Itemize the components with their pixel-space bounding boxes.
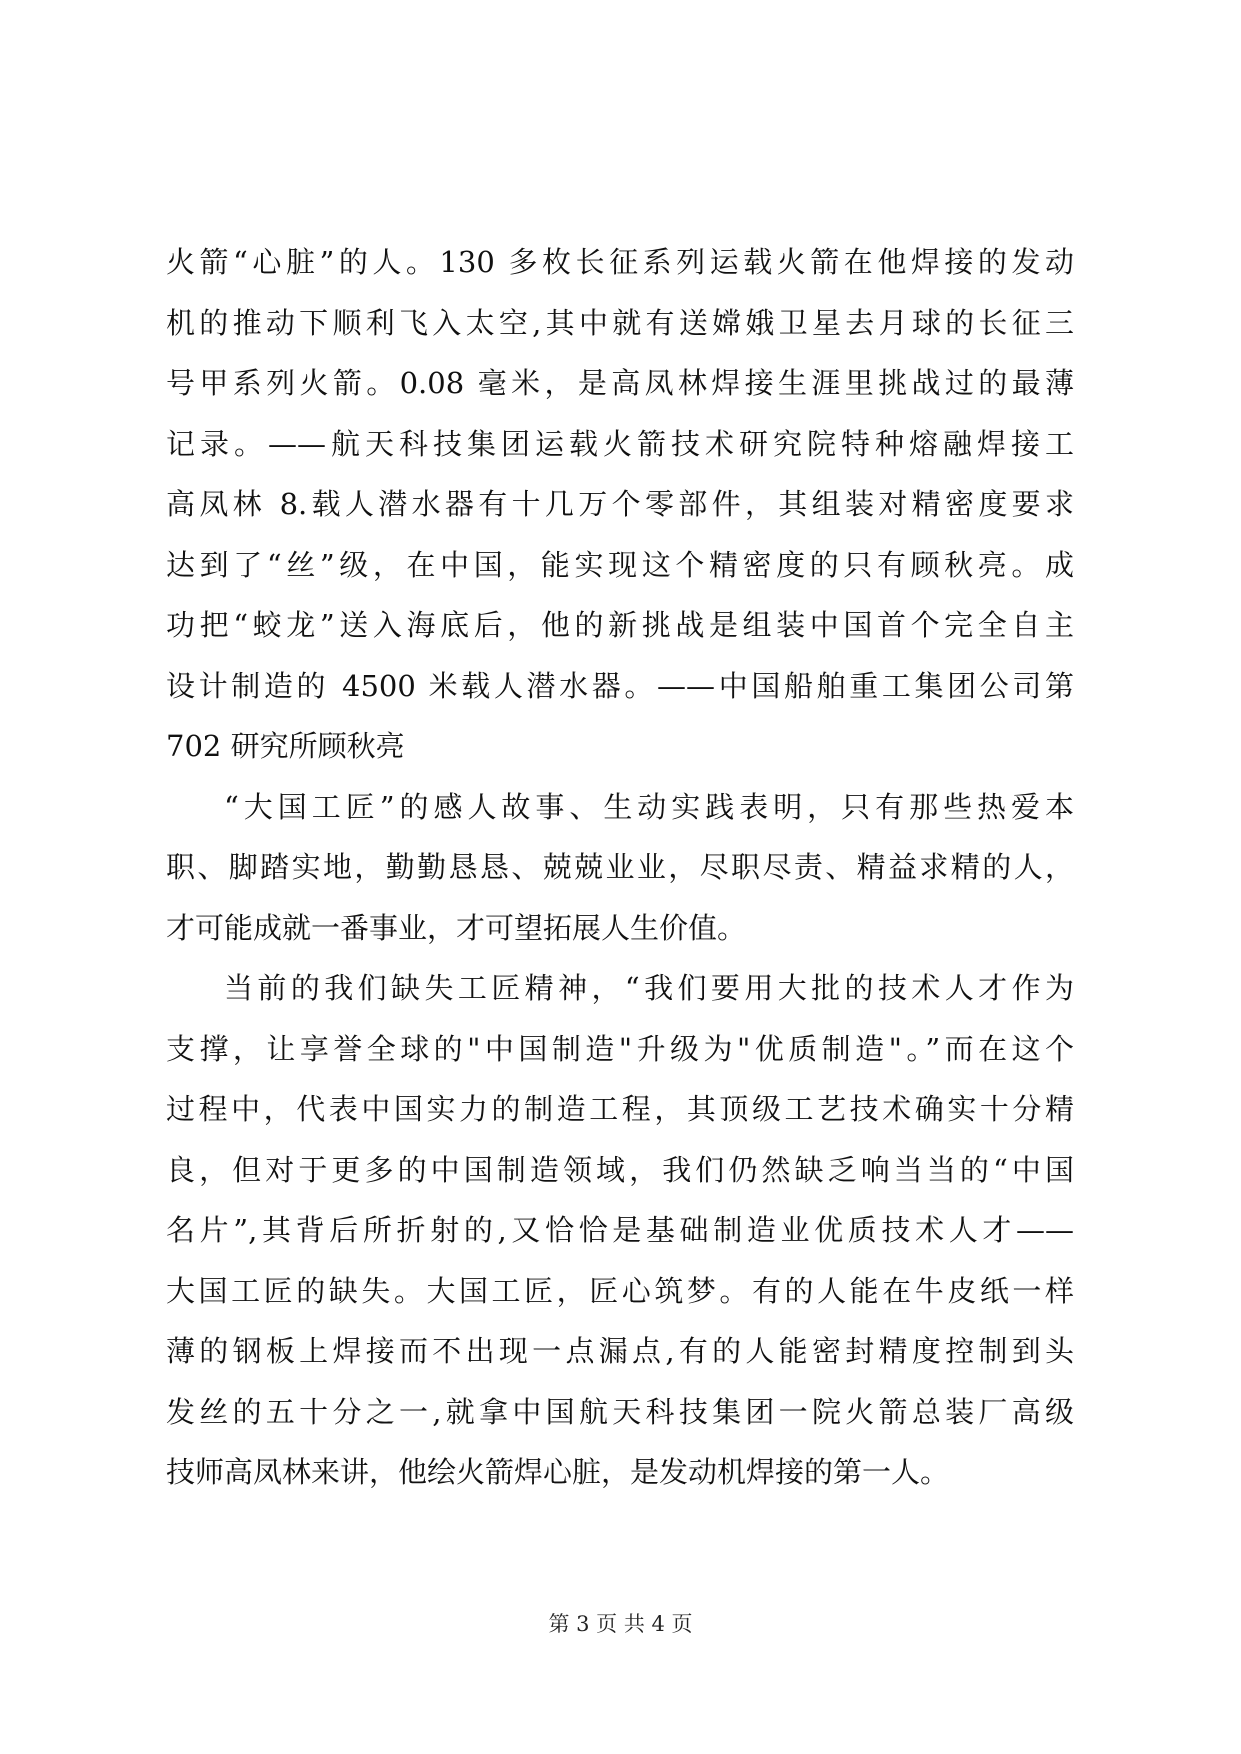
text-line: 设计制造的 4500 米载人潜水器。——中国船舶重工集团公司第 — [166, 668, 1074, 703]
text-line: “大国工匠”的感人故事、生动实践表明，只有那些热爱本 — [224, 789, 1074, 824]
text-line: 号甲系列火箭。0.08 毫米，是高凤林焊接生涯里挑战过的最薄 — [166, 366, 1074, 400]
text-line: 大国工匠的缺失。大国工匠，匠心筑梦。有的人能在牛皮纸一样 — [166, 1273, 1074, 1308]
text-line: 记录。——航天科技集团运载火箭技术研究院特种熔融焊接工 — [166, 426, 1074, 461]
text-line: 过程中，代表中国实力的制造工程，其顶级工艺技术确实十分精 — [166, 1092, 1074, 1126]
text-line: 支撑，让享誉全球的"中国制造"升级为"优质制造"。”而在这个 — [166, 1031, 1074, 1066]
text-line: 良，但对于更多的中国制造领域，我们仍然缺乏响当当的“中国 — [166, 1152, 1074, 1187]
text-line: 高凤林 8.载人潜水器有十几万个零部件，其组装对精密度要求 — [166, 487, 1074, 521]
text-line: 技师高凤林来讲，他绘火箭焊心脏，是发动机焊接的第一人。 — [166, 1455, 950, 1489]
page-number-footer: 第 3 页 共 4 页 — [548, 1612, 693, 1636]
text-line: 机的推动下顺利飞入太空,其中就有送嫦娥卫星去月球的长征三 — [166, 305, 1074, 340]
document-body — [166, 232, 1074, 1503]
text-line: 才可能成就一番事业，才可望拓展人生价值。 — [166, 910, 747, 945]
text-line: 达到了“丝”级，在中国，能实现这个精密度的只有顾秋亮。成 — [166, 547, 1074, 582]
text-line: 当前的我们缺失工匠精神，“我们要用大批的技术人才作为 — [224, 971, 1074, 1005]
text-line: 发丝的五十分之一,就拿中国航天科技集团一院火箭总装厂高级 — [166, 1394, 1074, 1429]
text-line: 功把“蛟龙”送入海底后，他的新挑战是组装中国首个完全自主 — [166, 608, 1074, 642]
text-line: 702 研究所顾秋亮 — [166, 729, 405, 763]
text-line: 名片”,其背后所折射的,又恰恰是基础制造业优质技术人才—— — [166, 1213, 1074, 1247]
text-line: 薄的钢板上焊接而不出现一点漏点,有的人能密封精度控制到头 — [166, 1334, 1074, 1368]
text-line: 职、脚踏实地，勤勤恳恳、兢兢业业，尽职尽责、精益求精的人， — [166, 850, 1074, 884]
text-line: 火箭“心脏”的人。130 多枚长征系列运载火箭在他焊接的发动 — [166, 245, 1074, 279]
